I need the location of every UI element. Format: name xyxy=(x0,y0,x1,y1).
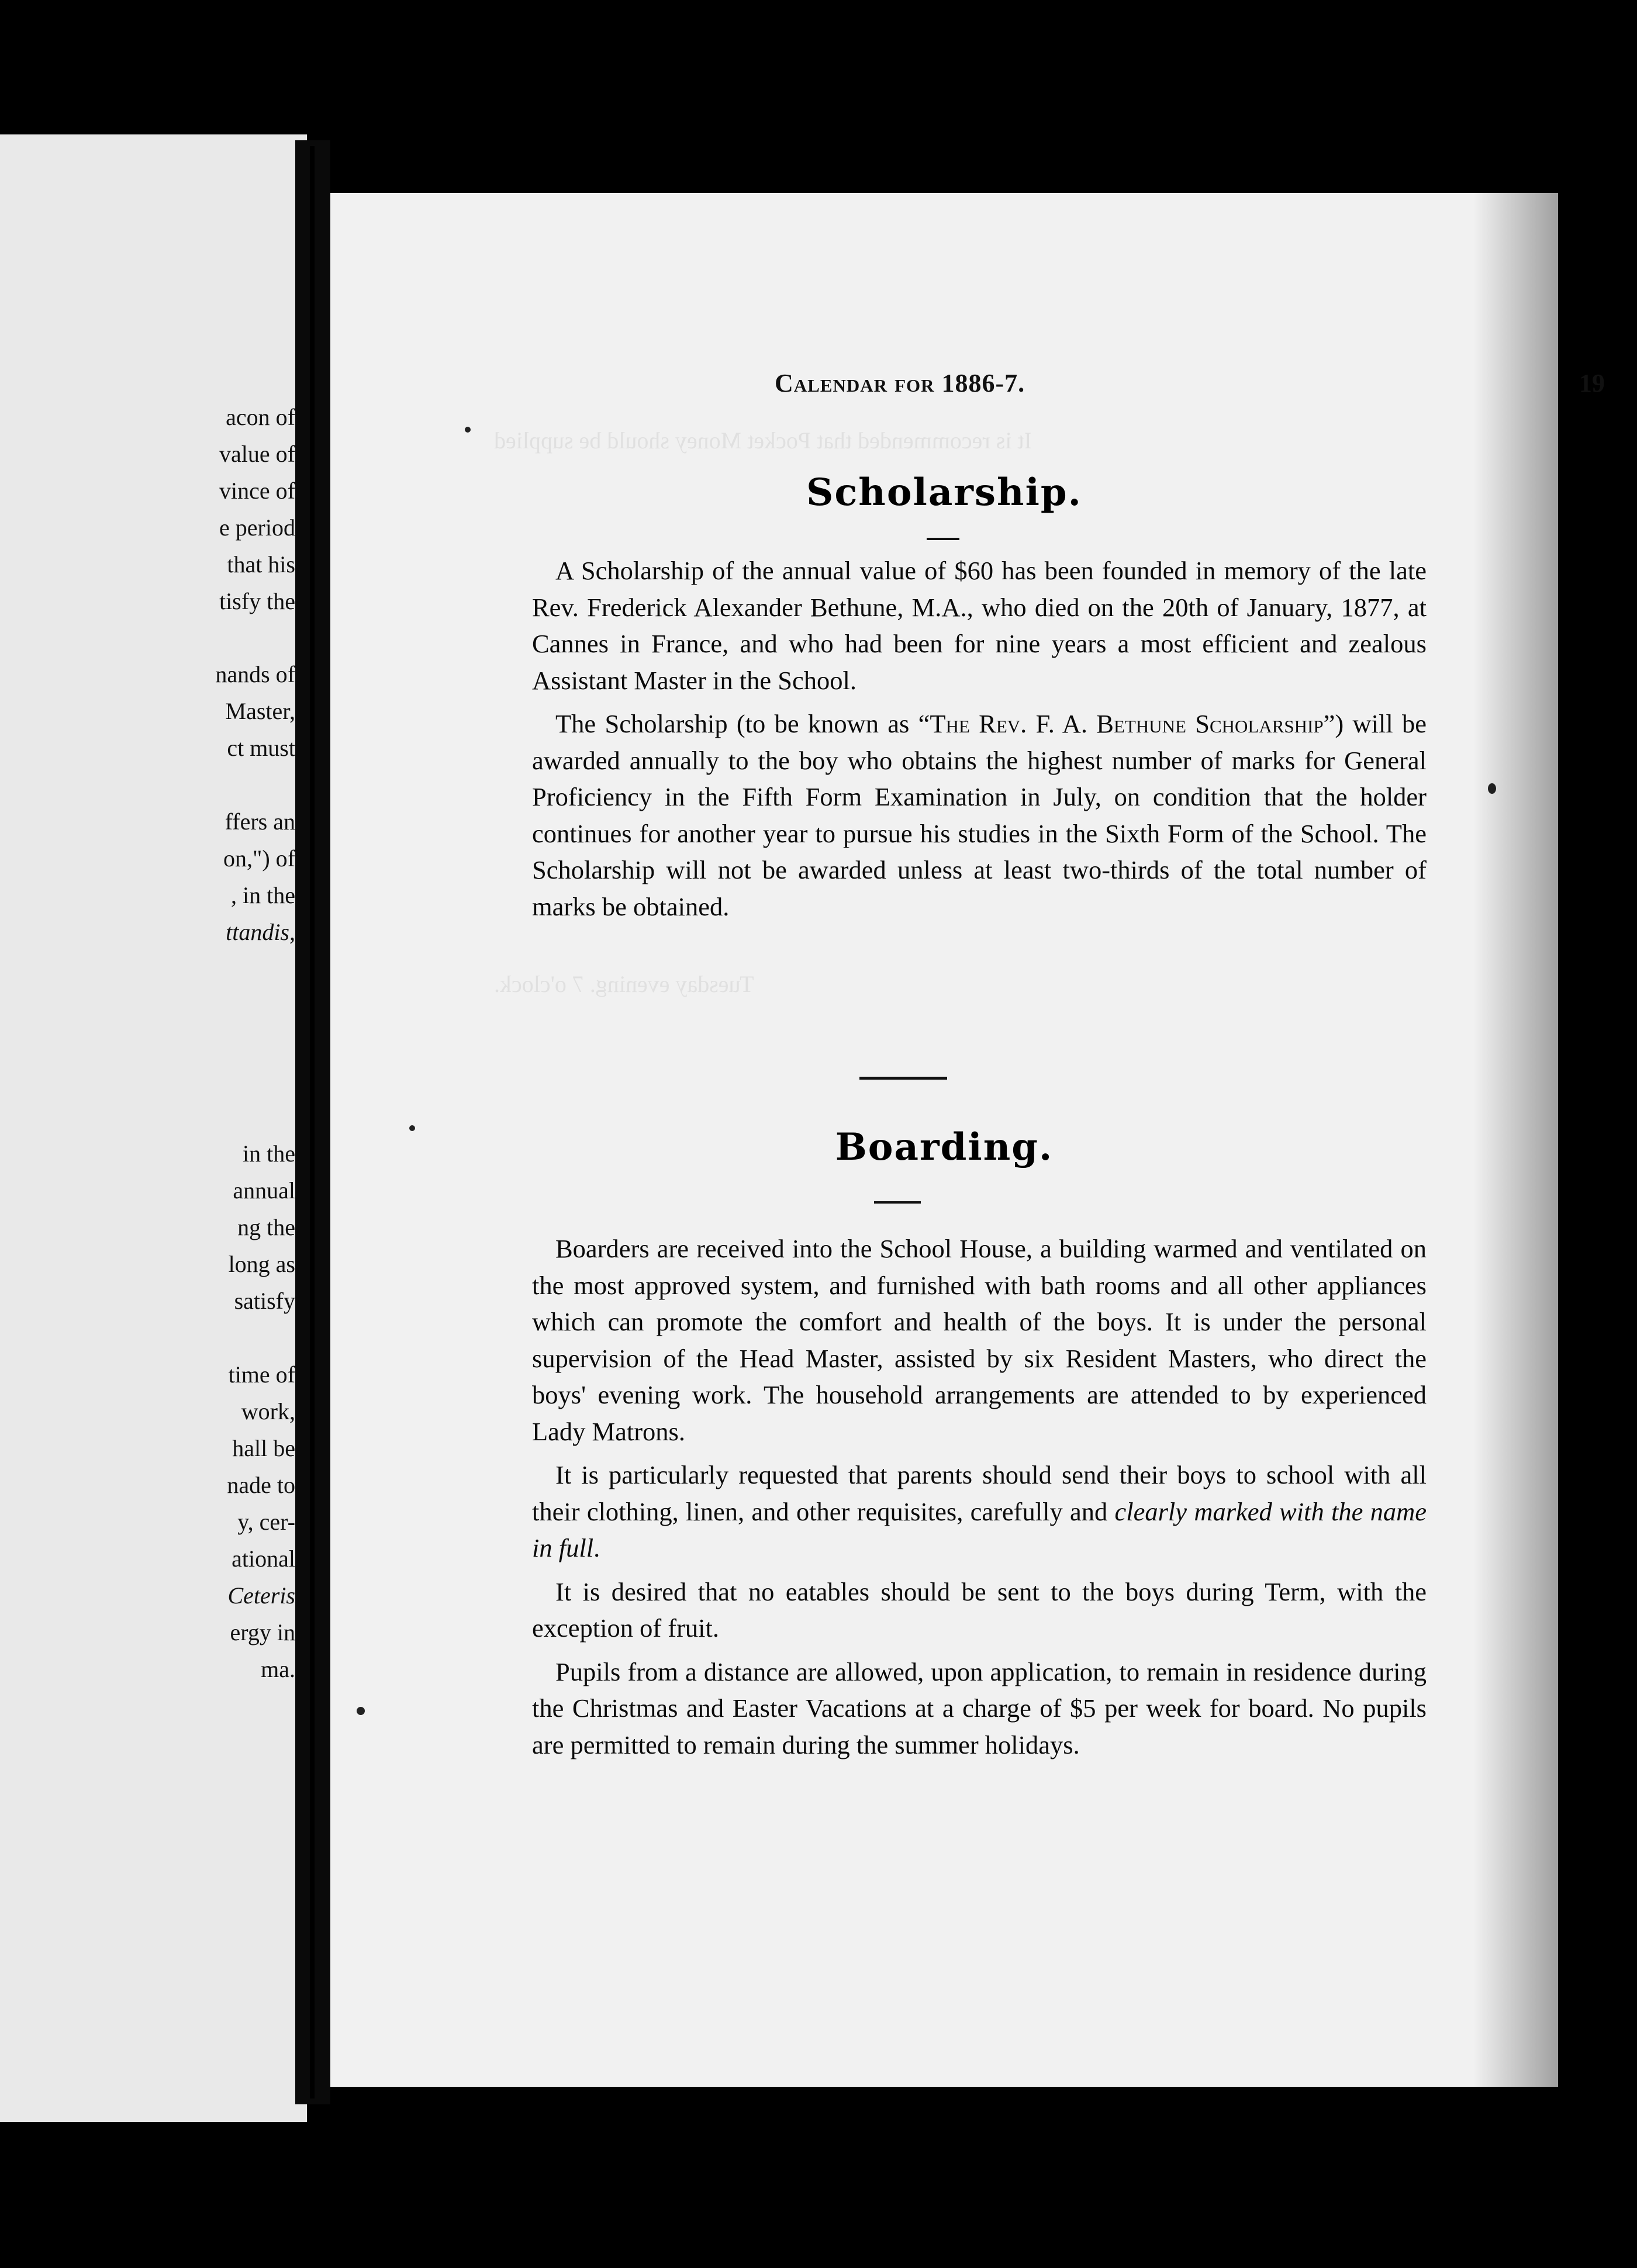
left-page-line-fragment: in the xyxy=(243,1140,295,1167)
left-page-line-fragment: long as xyxy=(228,1251,295,1277)
left-page-line-fragment: work, xyxy=(241,1398,295,1425)
left-page-line-fragment: ttandis, xyxy=(226,919,295,945)
scholarship-paragraph-1: A Scholarship of the annual value of $60 has been founded in memory of the late Rev. Frederick Alexander Bethune, M.A., who died on the 20th of January, 1877, at Cannes in France, and who had been for nine years a most efficient and zealous Assistant Master in the School. xyxy=(532,556,1427,695)
boarding-paragraph-2 xyxy=(532,1457,1427,1567)
running-title: Calendar for 1886-7. xyxy=(775,369,1025,397)
left-page-line-fragment: ng the xyxy=(237,1214,295,1240)
left-page-line-fragment: nade to xyxy=(227,1472,295,1498)
scholarship-paragraph-2 xyxy=(532,706,1427,925)
boarding-paragraph-1: Boarders are received into the School House, a building warmed and ventilated on the most approved system, and furnished with bath rooms and all other appliances which can promote the comfort and health of the boys. It is under the personal supervision of the Head Master, assisted by six Resident Masters, who direct the boys' evening work. The household arrangements are attended to by experienced Lady Matrons. xyxy=(532,1234,1427,1446)
scholarship-p2-end: ”) will be awarded annually to the boy who obtains the highest number of marks for General Proficiency in the Fifth Form Examination in July, on condition that the holder continues for another year to pursue his studies in the Sixth Form of the School. The Scholarship will not be awarded unless at least two-thirds of the total number of marks be obtained. xyxy=(532,709,1427,921)
binding-line xyxy=(310,146,315,2098)
scholarship-heading: Scholarship. xyxy=(806,471,1082,514)
boarding-heading: Boarding. xyxy=(835,1125,1054,1169)
left-page-line-fragment: annual xyxy=(233,1177,295,1204)
left-page-line-fragment: vince of xyxy=(219,478,295,504)
left-page-line-fragment: , in the xyxy=(231,882,295,908)
boarding-paragraph-3: It is desired that no eatables should be sent to the boys during Term, with the exception of fruit. xyxy=(532,1576,1427,1643)
left-page-line-fragment: that his xyxy=(227,551,295,578)
page-number: 19 xyxy=(1579,369,1605,397)
boarding-p2-start: It is particularly requested that parents should send their boys to school with all their clothing, linen, and other requisites, carefully and xyxy=(532,1460,1427,1526)
scholarship-p2-start: The Scholarship (to be known as “ xyxy=(555,709,930,738)
left-page-line-fragment: hall be xyxy=(232,1435,295,1461)
section-divider xyxy=(859,1077,947,1080)
scholarship-name: The Rev. F. A. Bethune Scholarship xyxy=(930,709,1324,738)
stray-mark xyxy=(409,1125,415,1131)
boarding-paragraph-4: Pupils from a distance are allowed, upon application, to remain in residence during the Christmas and Easter Vacations at a charge of $5 per week for board. No pupils are permitted to remain during the summer holidays. xyxy=(532,1657,1427,1759)
left-page-line-fragment: ct must xyxy=(227,735,295,761)
left-page-line-fragment: Ceteris xyxy=(227,1582,295,1609)
stray-mark xyxy=(357,1707,365,1715)
boarding-p2-end: . xyxy=(593,1533,600,1562)
show-through-text: Tuesday evening. 7 o'clock. xyxy=(494,971,754,997)
left-page-line-fragment: Master, xyxy=(225,698,295,724)
left-page-line-fragment: e period xyxy=(219,514,295,541)
left-page-line-fragment: ational xyxy=(232,1546,295,1572)
left-page-line-fragment: time of xyxy=(228,1361,295,1388)
left-page-line-fragment: nands of xyxy=(215,661,295,687)
left-page-line-fragment: ffers an xyxy=(225,808,295,835)
boarding-section xyxy=(532,1230,1427,1770)
stray-mark xyxy=(465,427,471,433)
show-through-text: It is recommended that Pocket Money should be supplied xyxy=(494,427,1032,454)
left-page-line-fragment: tisfy the xyxy=(219,588,295,614)
left-page-line-fragment: ergy in xyxy=(230,1619,295,1645)
left-page-line-fragment: on,") of xyxy=(223,845,295,872)
heading-ornament xyxy=(927,538,959,540)
right-page xyxy=(330,193,1605,2087)
left-facing-page xyxy=(0,134,307,2122)
left-page-line-fragment: ma. xyxy=(261,1656,295,1682)
heading-rule xyxy=(874,1201,921,1204)
page-edge-shadow xyxy=(1473,193,1561,2087)
left-page-line-fragment: acon of xyxy=(226,404,295,430)
left-page-line-fragment: value of xyxy=(219,441,295,467)
left-page-line-fragment: satisfy xyxy=(234,1288,295,1314)
boarding-p2-italic: clearly marked with the name in full xyxy=(532,1496,1427,1562)
scholarship-section xyxy=(532,552,1427,932)
left-page-line-fragment: y, cer- xyxy=(237,1509,295,1535)
